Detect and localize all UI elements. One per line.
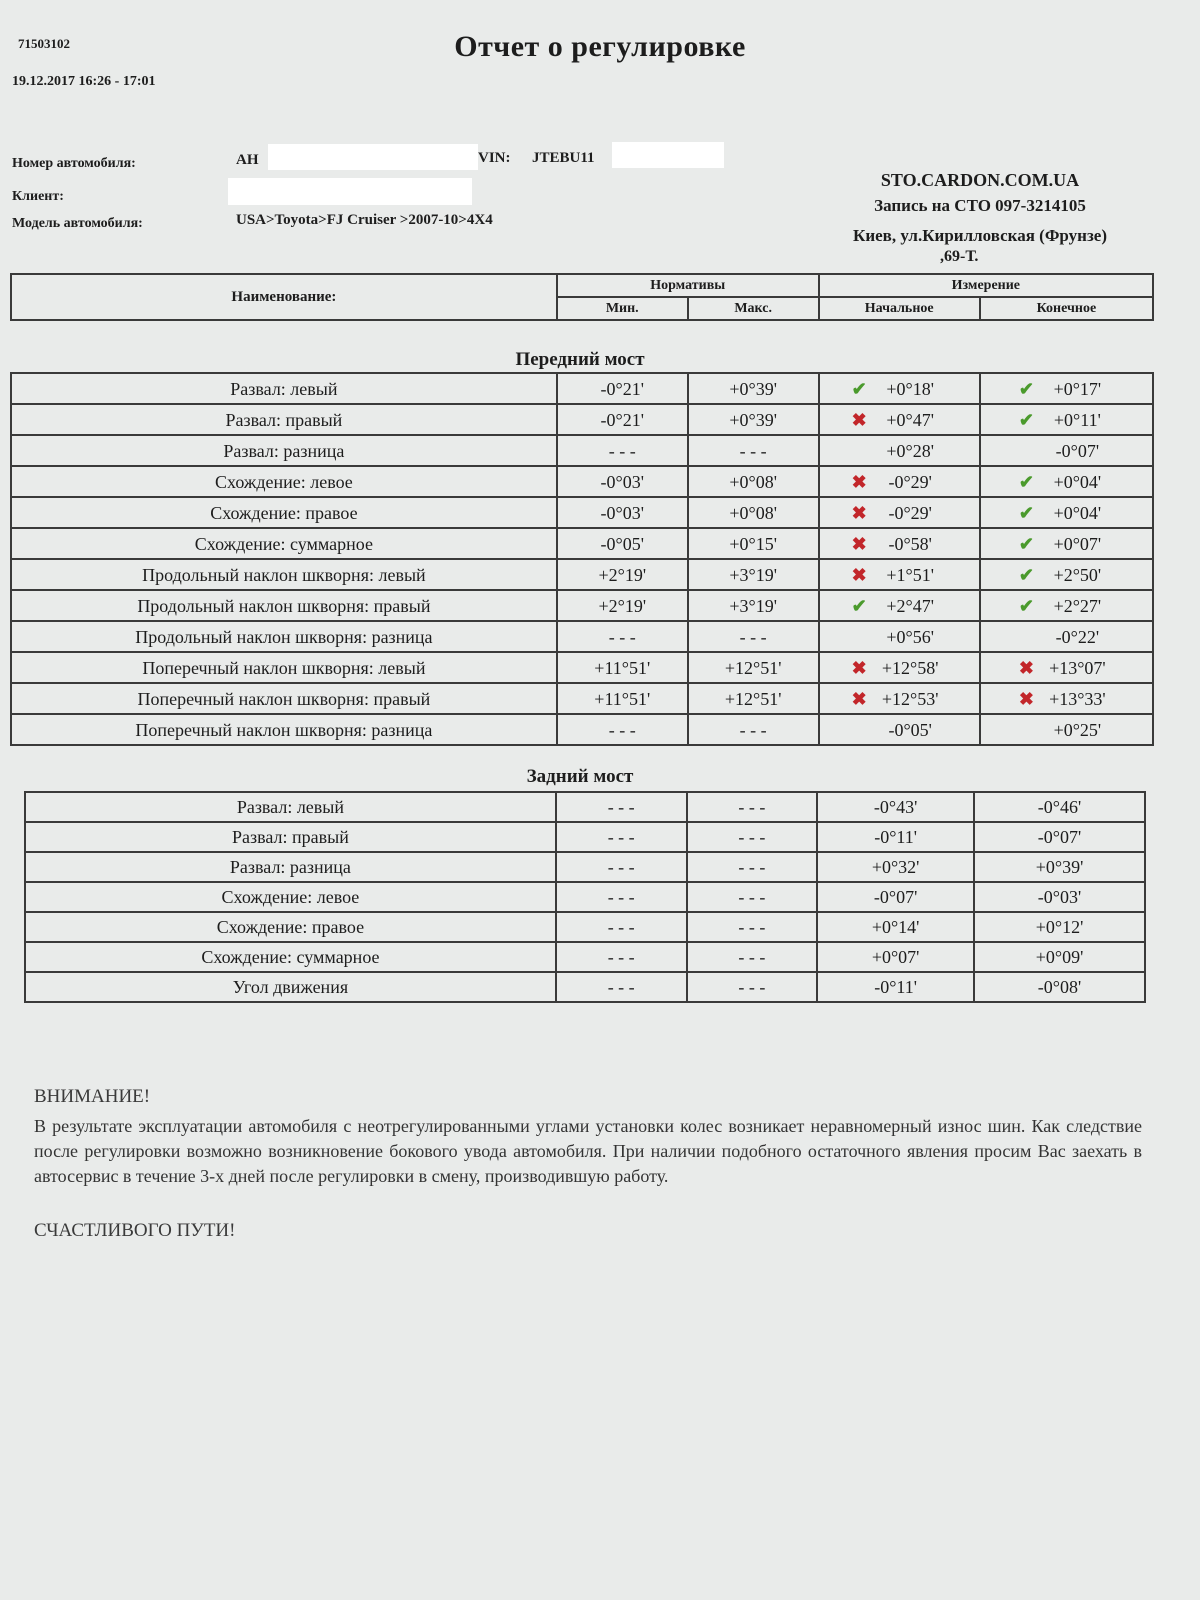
- table-row: [11, 404, 1153, 435]
- table-row: [11, 435, 1153, 466]
- norm-max: +3°19': [688, 559, 819, 590]
- cross-icon: ✖: [851, 657, 867, 678]
- measurement-value: +12°53': [881, 688, 939, 709]
- measurement-value: +12°58': [881, 657, 939, 678]
- norm-min: - - -: [556, 792, 687, 822]
- norm-min: +2°19': [557, 559, 688, 590]
- column-header-table: [10, 273, 1154, 321]
- sto-phone: Запись на СТО 097-3214105: [874, 196, 1086, 215]
- norm-min: - - -: [556, 822, 687, 852]
- client-label: Клиент:: [12, 189, 64, 204]
- measurement-value: +2°27': [1053, 595, 1102, 616]
- check-icon: ✔: [851, 378, 867, 399]
- initial-measurement: -0°11': [817, 822, 974, 852]
- measurement-value: +0°56': [886, 626, 934, 647]
- norm-max: - - -: [688, 714, 819, 745]
- measurement-value: -0°58': [888, 533, 932, 554]
- col-measure-header: Измерение: [819, 274, 1153, 297]
- param-name: Развал: левый: [11, 373, 557, 404]
- table-row: [25, 822, 1145, 852]
- table-row: [11, 497, 1153, 528]
- table-row: [11, 466, 1153, 497]
- cross-icon: ✖: [851, 502, 867, 523]
- table-row: [11, 683, 1153, 714]
- page-title: Отчет о регулировке: [454, 30, 746, 63]
- table-row: [11, 621, 1153, 652]
- initial-measurement: [819, 559, 980, 590]
- measurement-value: +0°18': [886, 378, 934, 399]
- table-row: [11, 373, 1153, 404]
- final-measurement: [980, 528, 1153, 559]
- norm-max: +0°15': [688, 528, 819, 559]
- initial-measurement: [819, 714, 980, 745]
- check-icon: ✔: [1018, 595, 1034, 616]
- col-initial-header: Начальное: [819, 297, 980, 320]
- norm-max: +0°39': [688, 404, 819, 435]
- table-row: [25, 882, 1145, 912]
- initial-measurement: [819, 435, 980, 466]
- model-value: USA>Toyota>FJ Cruiser >2007-10>4X4: [236, 212, 493, 228]
- sto-address-2: ,69-Т.: [940, 248, 979, 265]
- norm-min: - - -: [556, 972, 687, 1002]
- final-measurement: [980, 404, 1153, 435]
- norm-min: -0°21': [557, 404, 688, 435]
- redaction-box: [228, 178, 472, 205]
- norm-max: +12°51': [688, 683, 819, 714]
- vehicle-number-label: Номер автомобиля:: [12, 156, 136, 171]
- param-name: Угол движения: [25, 972, 556, 1002]
- param-name: Развал: разница: [25, 852, 556, 882]
- measurement-value: +0°04': [1053, 502, 1102, 523]
- norm-min: -0°03': [557, 466, 688, 497]
- cross-icon: ✖: [851, 471, 867, 492]
- redaction-box: [612, 142, 724, 168]
- measurement-value: +0°17': [1053, 378, 1102, 399]
- param-name: Поперечный наклон шкворня: правый: [11, 683, 557, 714]
- front-axle-table: [10, 372, 1154, 746]
- check-icon: ✔: [851, 595, 867, 616]
- cross-icon: ✖: [1018, 688, 1034, 709]
- param-name: Развал: левый: [25, 792, 556, 822]
- measurement-value: +13°07': [1049, 657, 1106, 678]
- param-name: Схождение: правое: [11, 497, 557, 528]
- initial-measurement: [819, 590, 980, 621]
- initial-measurement: [819, 466, 980, 497]
- initial-measurement: +0°07': [817, 942, 974, 972]
- table-row: [11, 652, 1153, 683]
- norm-max: +0°39': [688, 373, 819, 404]
- notice-closing: СЧАСТЛИВОГО ПУТИ!: [34, 1220, 236, 1241]
- final-measurement: [980, 652, 1153, 683]
- initial-measurement: +0°14': [817, 912, 974, 942]
- param-name: Схождение: левое: [11, 466, 557, 497]
- final-measurement: -0°07': [974, 822, 1145, 852]
- initial-measurement: [819, 528, 980, 559]
- table-row: [11, 714, 1153, 745]
- measurement-value: -0°05': [888, 719, 932, 740]
- final-measurement: -0°03': [974, 882, 1145, 912]
- table-row: [11, 559, 1153, 590]
- col-name-header: Наименование:: [11, 274, 557, 320]
- norm-max: +12°51': [688, 652, 819, 683]
- check-icon: ✔: [1018, 471, 1034, 492]
- norm-max: - - -: [688, 435, 819, 466]
- rear-axle-title: Задний мост: [526, 766, 634, 787]
- norm-max: +0°08': [688, 497, 819, 528]
- vin-label: VIN:: [478, 150, 511, 166]
- cross-icon: ✖: [851, 688, 867, 709]
- col-norms-header: Нормативы: [557, 274, 819, 297]
- col-min-header: Мин.: [557, 297, 688, 320]
- vin-value: JTEBU11: [532, 150, 595, 166]
- final-measurement: +0°12': [974, 912, 1145, 942]
- norm-max: - - -: [687, 972, 818, 1002]
- param-name: Схождение: суммарное: [25, 942, 556, 972]
- norm-max: - - -: [687, 912, 818, 942]
- initial-measurement: [819, 621, 980, 652]
- measurement-value: -0°22': [1055, 626, 1100, 647]
- check-icon: ✔: [1018, 409, 1034, 430]
- measurement-value: +13°33': [1049, 688, 1106, 709]
- table-row: [25, 912, 1145, 942]
- table-row: [11, 590, 1153, 621]
- final-measurement: [980, 559, 1153, 590]
- norm-max: - - -: [688, 621, 819, 652]
- norm-max: +3°19': [688, 590, 819, 621]
- final-measurement: [980, 590, 1153, 621]
- norm-max: - - -: [687, 882, 818, 912]
- check-icon: ✔: [1018, 564, 1034, 585]
- measurement-value: +0°25': [1053, 719, 1102, 740]
- measurement-value: +1°51': [886, 564, 934, 585]
- initial-measurement: +0°32': [817, 852, 974, 882]
- check-icon: ✔: [1018, 378, 1034, 399]
- norm-min: - - -: [557, 714, 688, 745]
- cross-icon: ✖: [851, 564, 867, 585]
- norm-min: - - -: [556, 882, 687, 912]
- final-measurement: -0°08': [974, 972, 1145, 1002]
- sto-address: Киев, ул.Кирилловская (Фрунзе): [853, 226, 1107, 245]
- initial-measurement: -0°11': [817, 972, 974, 1002]
- param-name: Схождение: левое: [25, 882, 556, 912]
- measurement-value: +2°47': [886, 595, 934, 616]
- norm-min: - - -: [556, 912, 687, 942]
- initial-measurement: [819, 497, 980, 528]
- final-measurement: [980, 683, 1153, 714]
- param-name: Схождение: суммарное: [11, 528, 557, 559]
- measurement-value: +0°47': [886, 409, 934, 430]
- norm-min: +11°51': [557, 652, 688, 683]
- final-measurement: [980, 466, 1153, 497]
- measurement-value: +0°04': [1053, 471, 1102, 492]
- final-measurement: [980, 435, 1153, 466]
- norm-min: - - -: [556, 852, 687, 882]
- measurement-value: +0°28': [886, 440, 934, 461]
- param-name: Развал: правый: [25, 822, 556, 852]
- norm-max: - - -: [687, 942, 818, 972]
- norm-max: - - -: [687, 792, 818, 822]
- notice-title: ВНИМАНИЕ!: [34, 1086, 151, 1107]
- front-axle-title: Передний мост: [515, 349, 645, 370]
- model-label: Модель автомобиля:: [12, 216, 143, 231]
- norm-min: - - -: [556, 942, 687, 972]
- param-name: Развал: правый: [11, 404, 557, 435]
- document-id: 71503102: [18, 36, 70, 51]
- norm-max: +0°08': [688, 466, 819, 497]
- norm-max: - - -: [687, 822, 818, 852]
- rear-axle-table: [24, 791, 1146, 1003]
- measurement-value: -0°07': [1055, 440, 1100, 461]
- table-row: [25, 852, 1145, 882]
- check-icon: ✔: [1018, 533, 1034, 554]
- param-name: Развал: разница: [11, 435, 557, 466]
- norm-min: +2°19': [557, 590, 688, 621]
- measurement-value: -0°29': [888, 502, 932, 523]
- initial-measurement: -0°43': [817, 792, 974, 822]
- norm-min: +11°51': [557, 683, 688, 714]
- final-measurement: [980, 621, 1153, 652]
- initial-measurement: -0°07': [817, 882, 974, 912]
- notice-body: В результате эксплуатации автомобиля с неотрегулированными углами установки колес возникает неравномерный износ шин. Как следствие после регулировки возможно возникновение бокового увода автомобиля. При наличии подобного остаточного явления просим Вас заехать в автосервис в течение 3-х дней после регулировки в смену, производившую работу.: [34, 1116, 1142, 1186]
- final-measurement: [980, 373, 1153, 404]
- norm-min: -0°05': [557, 528, 688, 559]
- param-name: Поперечный наклон шкворня: левый: [11, 652, 557, 683]
- table-row: [11, 528, 1153, 559]
- table-row: [25, 942, 1145, 972]
- vehicle-number-value: AH: [236, 152, 259, 168]
- norm-min: -0°21': [557, 373, 688, 404]
- final-measurement: -0°46': [974, 792, 1145, 822]
- norm-max: - - -: [687, 852, 818, 882]
- document-date: 19.12.2017 16:26 - 17:01: [12, 74, 156, 89]
- measurement-value: +2°50': [1053, 564, 1102, 585]
- check-icon: ✔: [1018, 502, 1034, 523]
- measurement-value: +0°11': [1053, 409, 1101, 430]
- redaction-box: [268, 144, 478, 170]
- table-row: [25, 972, 1145, 1002]
- measurement-value: +0°07': [1053, 533, 1102, 554]
- param-name: Продольный наклон шкворня: правый: [11, 590, 557, 621]
- param-name: Продольный наклон шкворня: левый: [11, 559, 557, 590]
- norm-min: - - -: [557, 621, 688, 652]
- norm-min: - - -: [557, 435, 688, 466]
- final-measurement: [980, 714, 1153, 745]
- param-name: Поперечный наклон шкворня: разница: [11, 714, 557, 745]
- measurement-value: -0°29': [888, 471, 932, 492]
- final-measurement: +0°39': [974, 852, 1145, 882]
- cross-icon: ✖: [851, 409, 867, 430]
- col-final-header: Конечное: [980, 297, 1153, 320]
- final-measurement: +0°09': [974, 942, 1145, 972]
- initial-measurement: [819, 652, 980, 683]
- sto-site: STO.CARDON.COM.UA: [880, 170, 1080, 190]
- initial-measurement: [819, 373, 980, 404]
- cross-icon: ✖: [851, 533, 867, 554]
- final-measurement: [980, 497, 1153, 528]
- param-name: Схождение: правое: [25, 912, 556, 942]
- initial-measurement: [819, 404, 980, 435]
- cross-icon: ✖: [1018, 657, 1034, 678]
- norm-min: -0°03': [557, 497, 688, 528]
- col-max-header: Макс.: [688, 297, 819, 320]
- param-name: Продольный наклон шкворня: разница: [11, 621, 557, 652]
- table-row: [25, 792, 1145, 822]
- initial-measurement: [819, 683, 980, 714]
